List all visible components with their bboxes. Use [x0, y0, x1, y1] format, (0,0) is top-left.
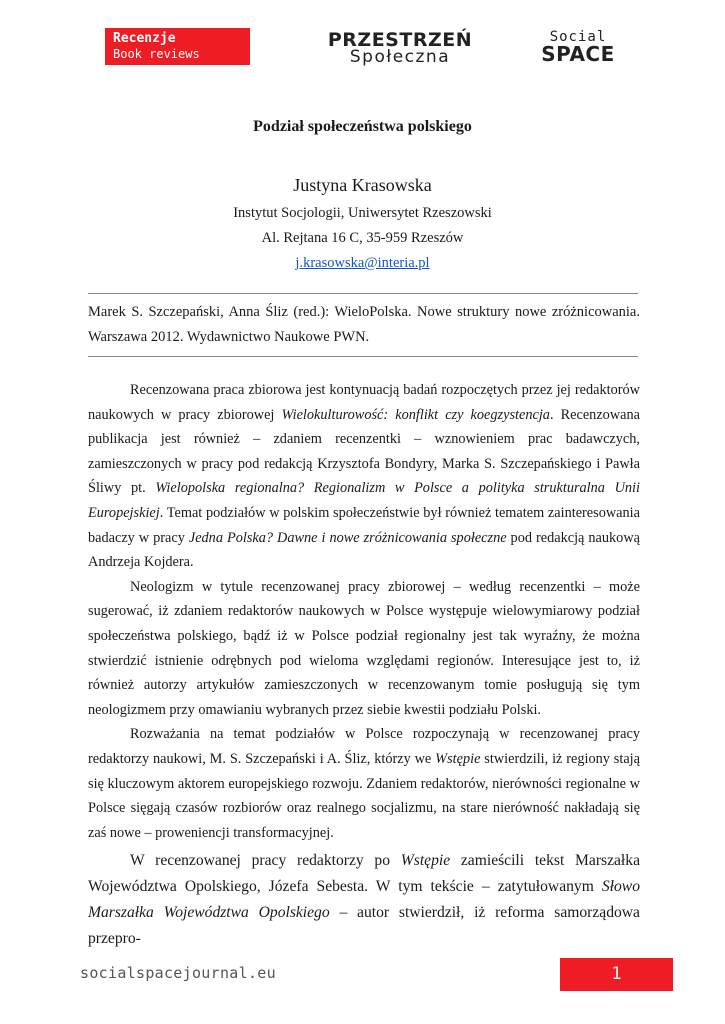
review-body — [88, 378, 640, 952]
journal-url: socialspacejournal.eu — [80, 964, 276, 982]
p1-italic-title-3: Jedna Polska? Dawne i nowe zróżnicowania społeczne — [188, 529, 507, 546]
p3-text-b: stwierdzili, iż regiony stają się kluczowym aktorem europejskiego rozwoju. Zdaniem redaktorów, nierówności regionalne w Polsce sięgają czasów rozbiorów oraz realnego socjalizmu, na stare nierówność nakładają się zaś nowe – proweniencji transformacyjnej. — [88, 750, 640, 841]
paragraph-2: Neologizm w tytule recenzowanej pracy zbiorowej – według recenzentki – może sugerować, iż zdaniem redaktorów naukowych w Polsce występuje wielowymiarowy podział społeczeństwa polskiego, bądź iż w Polsce podział regionalny jest tak wyraźny, że można stwierdzić istnienie odrębnych pod wieloma względami regionów. Interesujące jest to, iż również autorzy artykułów zamieszczonych w recenzowanym tomie posługują się tym neologizmem przy omawianiu wybranych przez siebie kwestii podziału Polski. — [88, 578, 640, 718]
author-address: Al. Rejtana 16 C, 35-959 Rzeszów — [261, 230, 464, 246]
author-affiliation: Instytut Socjologii, Uniwersytet Rzeszowski — [233, 205, 492, 221]
author-email-link[interactable]: j.krasowska@interia.pl — [295, 255, 430, 271]
paragraph-1 — [88, 378, 640, 575]
p1-italic-title-1: Wielokulturowość: konflikt czy koegzystencja — [281, 406, 550, 423]
przestrzen-spoleczna-logo — [320, 31, 480, 66]
section-tag — [105, 28, 250, 65]
reviewed-book-reference: Marek S. Szczepański, Anna Śliz (red.): WieloPolska. Nowe struktury nowe zróżnicowania. Warszawa 2012. Wydawnictwo Naukowe PWN. — [88, 304, 640, 345]
logo-ss-top: Social — [549, 29, 607, 45]
p3-text-a: Rozważania na temat podziałów w Polsce rozpoczynają w recenzowanej pracy redaktorzy naukowi, M. S. Szczepański i A. Śliz, którzy we — [88, 726, 640, 767]
p4-italic-1: Wstępie — [400, 852, 451, 870]
p1-text-a: Recenzowana praca zbiorowa jest kontynuacją badań rozpoczętych przez jej redaktorów naukowych w pracy zbiorowej — [88, 382, 640, 423]
p4-text-a: W recenzowanej pracy redaktorzy po — [130, 852, 401, 870]
divider-top — [88, 293, 638, 294]
p1-text-c: . Temat podziałów w polskim społeczeństwie był również tematem zainteresowania badaczy w pracy — [88, 504, 640, 546]
p3-italic-1: Wstępie — [435, 750, 481, 767]
paragraph-4 — [88, 848, 640, 952]
section-tag-pl: Recenzje — [113, 31, 176, 46]
p1-text-b: . Recenzowana publikacja jest również – zdaniem recenzentki – wznowieniem prac badawczych, zamieszczonych w pracy pod redakcją Krzysztofa Bondyry, Marka S. Szczepańskiego i Pawła Śliwy pt. — [88, 406, 640, 497]
p1-italic-title-2: Wielopolska regionalna? Regionalizm w Polsce a polityka strukturalna Unii Europejskiej — [88, 480, 640, 521]
divider-bottom — [88, 356, 638, 357]
section-tag-en: Book reviews — [113, 47, 200, 61]
page-number-badge: 1 — [560, 958, 673, 991]
logo-ps-bottom: Społeczna — [349, 47, 451, 67]
p4-text-c: – autor stwierdził, iż reforma samorządowa przepro- — [88, 904, 640, 948]
p4-text-b: zamieścili tekst Marszałka Województwa Opolskiego, Józefa Sebesta. W tym tekście – zatytułowanym — [88, 852, 640, 896]
social-space-logo — [528, 30, 628, 64]
author-name: Justyna Krasowska — [293, 175, 432, 195]
paragraph-3 — [88, 722, 640, 845]
p4-italic-2: Słowo Marszałka Województwa Opolskiego — [88, 878, 640, 922]
p1-text-d: pod redakcją naukową Andrzeja Kojdera. — [88, 529, 640, 571]
article-title: Podział społeczeństwa polskiego — [253, 118, 472, 135]
logo-ps-top: PRZESTRZEŃ — [327, 29, 473, 51]
logo-ss-bottom: SPACE — [541, 42, 615, 66]
